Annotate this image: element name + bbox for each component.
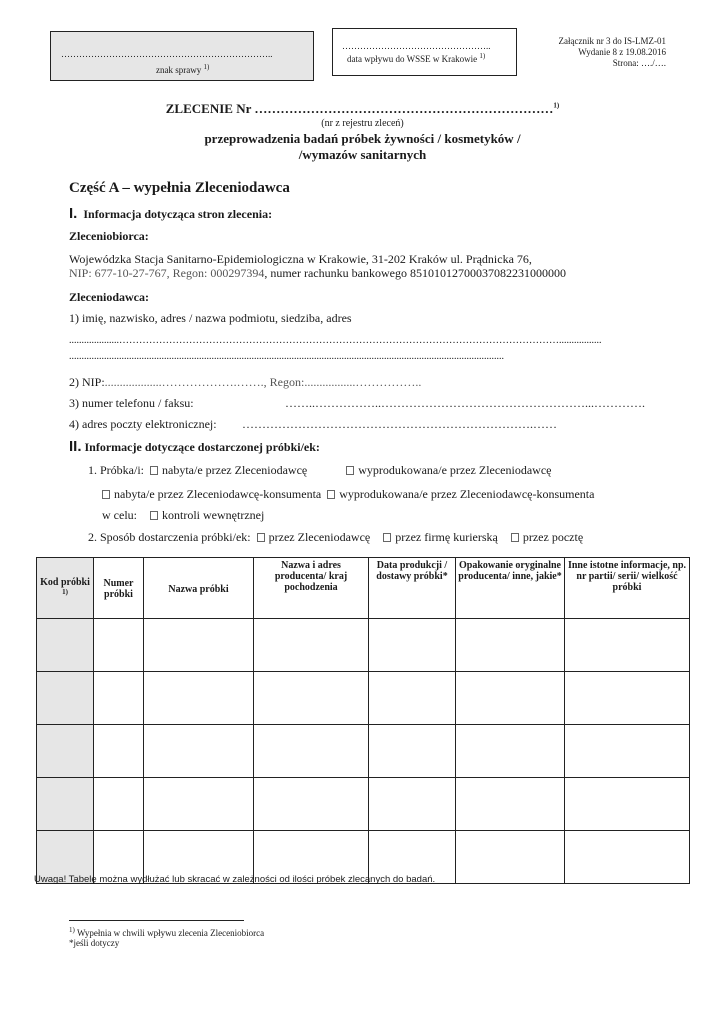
table-header-row: [37, 558, 690, 619]
phone-field[interactable]: ……..……………..……………………………………………...………….: [285, 396, 645, 410]
table-cell[interactable]: [565, 778, 690, 831]
table-cell[interactable]: [37, 725, 94, 778]
table-cell[interactable]: [565, 619, 690, 672]
order-title: ZLECENIE Nr ……………………………………………………………$^{1)}$: [165, 101, 560, 116]
attachment-label: Załącznik nr 3 do IS-LMZ-01: [558, 36, 666, 46]
col-sample-name: Nazwa próbki: [144, 558, 254, 619]
bought-consumer-checkbox[interactable]: [102, 490, 110, 499]
section-1-heading: I. Informacja dotycząca stron zlecenia:: [69, 205, 273, 222]
client-name-label: 1) imię, nazwisko, adres / nazwa podmiotu, siedziba, adres: [69, 311, 352, 325]
table-cell[interactable]: [254, 619, 369, 672]
email-field[interactable]: ……………………………………………………………….……: [242, 417, 557, 431]
delivery-row: 2. Sposób dostarczenia próbki/ek: przez Zleceniodawcę przez firmę kurierską przez pocztę: [88, 530, 584, 544]
table-cell[interactable]: [254, 778, 369, 831]
table-cell[interactable]: [565, 725, 690, 778]
table-row: [37, 725, 690, 778]
samples-table-body: [37, 619, 690, 884]
client-label: Zleceniodawca:: [69, 290, 149, 304]
table-cell[interactable]: [565, 831, 690, 884]
table-row: [37, 778, 690, 831]
delivery-post-checkbox[interactable]: [511, 533, 519, 542]
table-cell[interactable]: [94, 672, 144, 725]
table-cell[interactable]: [565, 672, 690, 725]
delivery-client-checkbox[interactable]: [257, 533, 265, 542]
table-cell[interactable]: [456, 725, 565, 778]
col-packaging: Opakowanie oryginalne producenta/ inne, jakie*: [456, 558, 565, 619]
client-name-field-2[interactable]: ..............................................................................................................................................................................: [69, 351, 504, 362]
page-counter: Strona: …./….: [612, 58, 666, 68]
phone-label: 3) numer telefonu / faksu:: [69, 396, 194, 410]
section-2-heading: II. Informacje dotyczące dostarczonej próbki/ek:: [69, 438, 320, 455]
table-cell[interactable]: [456, 672, 565, 725]
client-name-field-1[interactable]: ....................…………………………………………………………………………………………………………………….................: [69, 335, 602, 346]
table-cell[interactable]: [369, 672, 456, 725]
table-cell[interactable]: [254, 725, 369, 778]
purpose-row: w celu: kontroli wewnętrznej: [102, 508, 265, 522]
nip-regon-row: [69, 375, 421, 390]
table-cell[interactable]: [144, 672, 254, 725]
receipt-date-box: [332, 28, 517, 76]
col-sample-code: Kod próbki $^{1)}$: [37, 558, 94, 619]
table-cell[interactable]: [369, 619, 456, 672]
receiver-details: NIP: 677-10-27-767, Regon: 000297394, numer rachunku bankowego 85101012700037082231000000: [69, 266, 566, 280]
sample-label: 1. Próbka/i:: [88, 463, 144, 477]
table-cell[interactable]: [94, 725, 144, 778]
table-note: Uwaga! Tabelę można wydłużać lub skracać w zależności od ilości próbek zlecanych do badań.: [34, 874, 436, 885]
table-cell[interactable]: [94, 619, 144, 672]
table-cell[interactable]: [37, 672, 94, 725]
purpose-label: w celu:: [102, 508, 137, 522]
col-production-date: Data produkcji / dostawy próbki*: [369, 558, 456, 619]
case-number-label: znak sprawy $^{1)}$: [156, 63, 210, 75]
table-cell[interactable]: [144, 619, 254, 672]
order-title-subnote: (nr z rejestru zleceń): [321, 118, 404, 129]
bought-checkbox[interactable]: [150, 466, 158, 475]
table-cell[interactable]: [456, 831, 565, 884]
table-cell[interactable]: [94, 778, 144, 831]
col-producer: Nazwa i adres producenta/ kraj pochodzenia: [254, 558, 369, 619]
table-row: [37, 672, 690, 725]
sample-options-row-2: nabyta/e przez Zleceniodawcę-konsumenta wyprodukowana/e przez Zleceniodawcę-konsumenta: [99, 487, 594, 502]
footnote-divider: [69, 920, 244, 921]
col-sample-number: Numer próbki: [94, 558, 144, 619]
table-cell[interactable]: [456, 778, 565, 831]
delivery-label: 2. Sposób dostarczenia próbki/ek:: [88, 530, 251, 544]
email-label: 4) adres poczty elektronicznej:: [69, 417, 217, 431]
document-reference: [559, 36, 666, 69]
receipt-date-field[interactable]: …………………………………………..: [342, 41, 491, 51]
edition-label: Wydanie 8 z 19.08.2016: [578, 47, 666, 57]
case-number-field[interactable]: ……………………………………………………………..: [61, 49, 273, 59]
table-cell[interactable]: [369, 778, 456, 831]
table-cell[interactable]: [144, 778, 254, 831]
footnote-1: $^{1)}$ Wypełnia w chwili wpływu zlecenia Zleceniobiorca: [69, 926, 265, 938]
nip-regon-field[interactable]: ...................……………….……., Regon:.................……………..: [104, 375, 422, 389]
receiver-address: Wojewódzka Stacja Sanitarno-Epidemiologiczna w Krakowie, 31-202 Kraków ul. Prądnicka 76,: [69, 252, 532, 266]
produced-checkbox[interactable]: [346, 466, 354, 475]
table-cell[interactable]: [254, 672, 369, 725]
table-cell[interactable]: [456, 619, 565, 672]
part-a-heading: Część A – wypełnia Zleceniodawca: [69, 180, 290, 196]
order-subtitle-line1: przeprowadzenia badań próbek żywności / kosmetyków /: [204, 131, 521, 146]
case-number-box: [50, 31, 314, 81]
samples-table: [36, 557, 690, 884]
nip-label: 2) NIP:: [69, 375, 105, 389]
table-row: [37, 619, 690, 672]
table-cell[interactable]: [369, 725, 456, 778]
delivery-courier-checkbox[interactable]: [383, 533, 391, 542]
receipt-date-label: data wpływu do WSSE w Krakowie $^{1)}$: [347, 52, 486, 64]
sample-options-row-1: 1. Próbka/i: nabyta/e przez Zleceniodawcę wyprodukowana/e przez Zleceniodawcę: [88, 463, 552, 477]
footnote-2: *jeśli dotyczy: [69, 938, 120, 948]
table-cell[interactable]: [144, 725, 254, 778]
table-cell[interactable]: [37, 619, 94, 672]
table-cell[interactable]: [37, 778, 94, 831]
order-subtitle-line2: /wymazów sanitarnych: [298, 147, 427, 162]
internal-control-checkbox[interactable]: [150, 511, 158, 520]
col-other-info: Inne istotne informacje, np. nr partii/ serii/ wielkość próbki: [565, 558, 690, 619]
receiver-label: Zleceniobiorca:: [69, 229, 149, 243]
produced-consumer-checkbox[interactable]: [327, 490, 335, 499]
